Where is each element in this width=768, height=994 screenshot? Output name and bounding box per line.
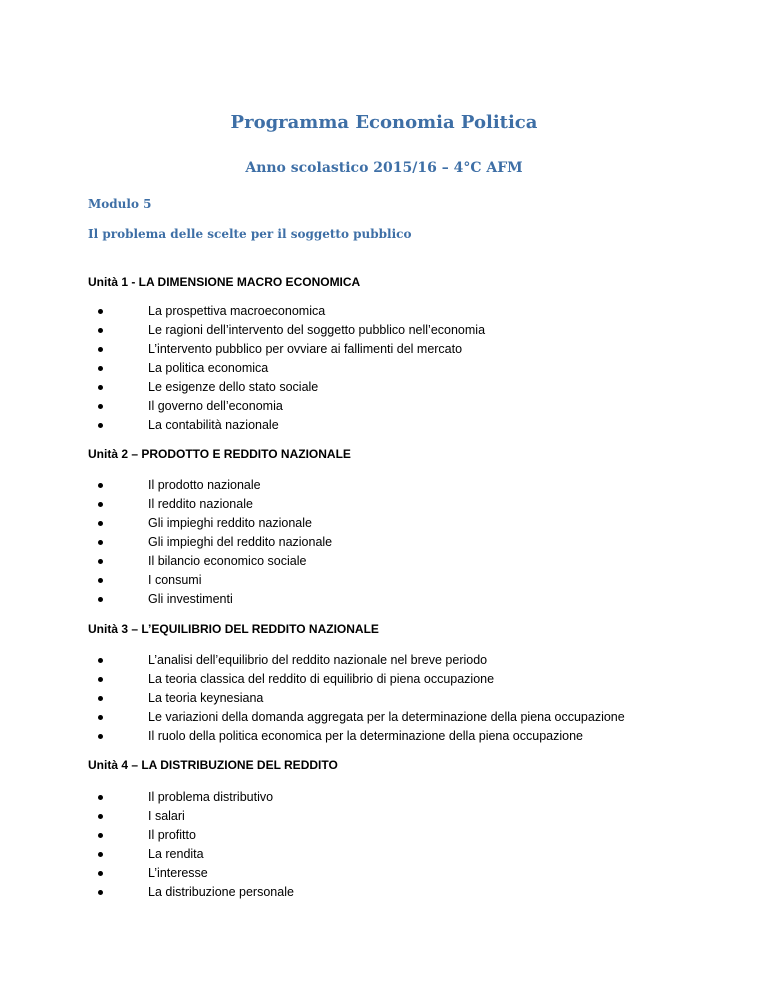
bullet-icon [98, 597, 103, 602]
unit-3-heading: Unità 3 – L’EQUILIBRIO DEL REDDITO NAZIONALE [88, 622, 379, 636]
list-item-text: Il reddito nazionale [148, 497, 253, 511]
unit-2-list [88, 476, 332, 609]
list-item-text: La teoria keynesiana [148, 691, 264, 705]
unit-2-heading: Unità 2 – PRODOTTO E REDDITO NAZIONALE [88, 447, 351, 461]
list-item-text: La prospettiva macroeconomica [148, 304, 326, 318]
list-item [88, 397, 485, 416]
bullet-icon [98, 795, 103, 800]
list-item [88, 590, 332, 609]
list-item-text: L’intervento pubblico per ovviare ai fallimenti del mercato [148, 342, 463, 356]
list-item-text: Le esigenze dello stato sociale [148, 380, 319, 394]
list-item [88, 727, 625, 746]
list-item-text: Il problema distributivo [148, 790, 274, 804]
bullet-icon [98, 309, 103, 314]
list-item-text: La teoria classica del reddito di equilibrio di piena occupazione [148, 672, 495, 686]
list-item-text: Il bilancio economico sociale [148, 554, 307, 568]
list-item [88, 571, 332, 590]
list-item [88, 476, 332, 495]
list-item-text: La politica economica [148, 361, 269, 375]
list-item [88, 321, 485, 340]
bullet-icon [98, 347, 103, 352]
bullet-icon [98, 852, 103, 857]
list-item [88, 302, 485, 321]
list-item-text: Gli impieghi reddito nazionale [148, 516, 312, 530]
list-item-text: La contabilità nazionale [148, 418, 279, 432]
list-item [88, 378, 485, 397]
document-subtitle: Anno scolastico 2015/16 – 4°C AFM [245, 160, 523, 176]
bullet-icon [98, 871, 103, 876]
list-item-text: Gli impieghi del reddito nazionale [148, 535, 333, 549]
module-subtitle: Il problema delle scelte per il soggetto pubblico [88, 227, 412, 241]
list-item [88, 826, 294, 845]
bullet-icon [98, 559, 103, 564]
list-item [88, 708, 625, 727]
list-item [88, 359, 485, 378]
bullet-icon [98, 578, 103, 583]
bullet-icon [98, 715, 103, 720]
unit-1-heading: Unità 1 - LA DIMENSIONE MACRO ECONOMICA [88, 275, 361, 289]
list-item [88, 788, 294, 807]
list-item-text: I salari [148, 809, 185, 823]
list-item-text: La distribuzione personale [148, 885, 294, 899]
bullet-icon [98, 696, 103, 701]
unit-3-list [88, 651, 625, 746]
document-title: Programma Economia Politica [230, 112, 538, 133]
bullet-icon [98, 404, 103, 409]
list-item-text: Il prodotto nazionale [148, 478, 261, 492]
unit-1-list [88, 302, 485, 435]
bullet-icon [98, 423, 103, 428]
bullet-icon [98, 483, 103, 488]
list-item [88, 416, 485, 435]
list-item [88, 670, 625, 689]
list-item [88, 689, 625, 708]
list-item-text: Le variazioni della domanda aggregata per la determinazione della piena occupazione [148, 710, 625, 724]
bullet-icon [98, 502, 103, 507]
list-item-text: L’analisi dell’equilibrio del reddito nazionale nel breve periodo [148, 653, 488, 667]
list-item [88, 807, 294, 826]
bullet-icon [98, 734, 103, 739]
module-label: Modulo 5 [88, 197, 152, 211]
bullet-icon [98, 385, 103, 390]
list-item [88, 533, 332, 552]
list-item-text: L’interesse [148, 866, 208, 880]
list-item-text: Il profitto [148, 828, 196, 842]
bullet-icon [98, 658, 103, 663]
list-item [88, 514, 332, 533]
list-item-text: Il ruolo della politica economica per la determinazione della piena occupazione [148, 729, 583, 743]
bullet-icon [98, 814, 103, 819]
bullet-icon [98, 540, 103, 545]
list-item [88, 864, 294, 883]
bullet-icon [98, 366, 103, 371]
list-item [88, 651, 625, 670]
list-item [88, 552, 332, 571]
list-item-text: Le ragioni dell’intervento del soggetto pubblico nell’economia [148, 323, 486, 337]
list-item-text: I consumi [148, 573, 202, 587]
list-item [88, 883, 294, 902]
bullet-icon [98, 521, 103, 526]
list-item [88, 340, 485, 359]
unit-4-list [88, 788, 294, 902]
bullet-icon [98, 677, 103, 682]
unit-4-heading: Unità 4 – LA DISTRIBUZIONE DEL REDDITO [88, 758, 338, 772]
bullet-icon [98, 833, 103, 838]
bullet-icon [98, 890, 103, 895]
list-item-text: Gli investimenti [148, 592, 233, 606]
bullet-icon [98, 328, 103, 333]
list-item [88, 495, 332, 514]
list-item-text: La rendita [148, 847, 204, 861]
list-item-text: Il governo dell’economia [148, 399, 283, 413]
list-item [88, 845, 294, 864]
